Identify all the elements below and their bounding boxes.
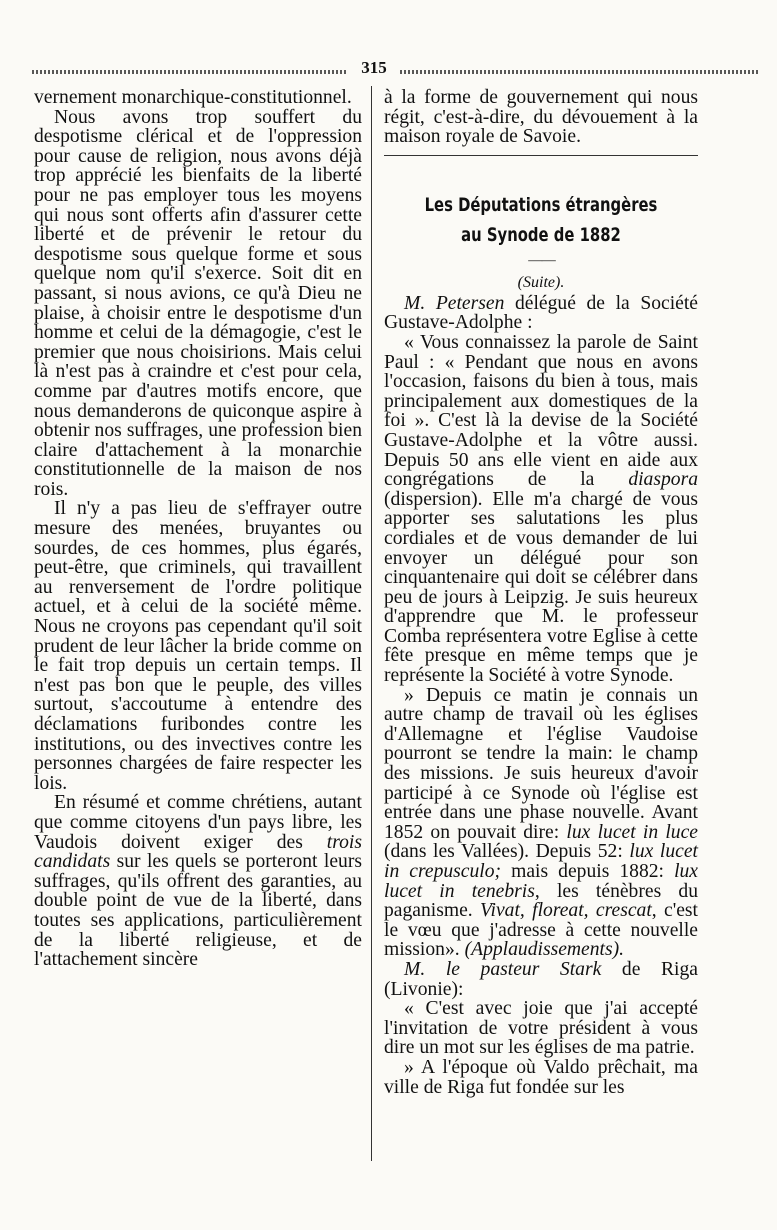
- header-ornament-left: [32, 70, 347, 74]
- emphasis: trois candidats: [34, 831, 362, 873]
- text-run: » Depuis ce matin je connais un autre champ de travail où les églises d'Allemagne et l'église Vaudoise pourront se tendre la main: le champ des missions. Je suis heureux d'avoir participé à ce Synode où l'église est entrée dans une phase nouvelle. Avant 1852 on pouvait dire:: [384, 684, 698, 843]
- section-title-line-2: au Synode de 1882: [461, 223, 621, 246]
- paragraph: [384, 686, 698, 960]
- emphasis: lux lucet in luce: [566, 821, 698, 843]
- header-ornament-right: [400, 70, 759, 74]
- emphasis: diaspora: [628, 469, 698, 491]
- paragraph: » A l'époque où Valdo prêchait, ma ville de Riga fut fondée sur les: [384, 1056, 698, 1098]
- suite-label: (Suite).: [517, 273, 565, 291]
- text-run: , les ténèbres du paganisme.: [384, 880, 698, 922]
- text-run: En résumé et comme chrétiens, autant que comme citoyens d'un pays libre, les Vaudois doivent exiger des: [34, 792, 362, 853]
- paragraph: [384, 294, 698, 333]
- text-run: sur les quels se porteront leurs suffrages, qu'ils offrent des garanties, au double point de vue de la liberté, dans toutes ses applications, particulièrement de la liberté religieuse, et de l'attachement sincère: [34, 851, 362, 971]
- paragraph: [34, 793, 362, 969]
- text-run: , c'est le vœu que j'adresse à cette nouvelle mission».: [384, 900, 698, 961]
- text-run: (dispersion). Elle m'a chargé de vous apporter ses salutations les plus cordiales et de vous demander de lui envoyer un délégué pour son cinquantenaire qui doit se célébrer dans peu de jours à Leipzig. Je suis heureux d'apprendre que M. le professeur Comba représentera votre Eglise à cette fête presque en même temps que je représente la Société à votre Synode.: [384, 488, 698, 687]
- section-divider: [384, 155, 698, 156]
- text-run: (dans les Vallées). Depuis 52:: [384, 841, 630, 863]
- paragraph: Il n'y a pas lieu de s'effrayer outre mesure des menées, bruyantes ou sourdes, de ces hommes, plus égarés, peut-être, que criminels, qui travaillent au renversement de l'ordre politique actuel, et à celui de la société même. Nous ne croyons pas cependant qu'il soit prudent de leur lâcher la bride comme on le fait trop depuis un certain temps. Il n'est pas bon que le peuple, des villes surtout, s'accoutume à entendre des déclamations furibondes contre les institutions, ou des invectives contre les personnes chargées de faire respecter les lois.: [34, 498, 362, 794]
- text-run: mais depuis 1882:: [501, 861, 675, 882]
- paragraph: [384, 960, 698, 999]
- page-header: [32, 58, 759, 80]
- paragraph: vernement monarchique-constitutionnel.: [34, 87, 352, 108]
- speaker-name: M. Petersen: [404, 292, 505, 314]
- emphasis: lux lucet in tenebris: [384, 861, 698, 902]
- left-column: [34, 88, 362, 970]
- paragraph: « C'est avec joie que j'ai accepté l'invitation de votre président à vous dire un mot sur les églises de ma patrie.: [384, 998, 698, 1059]
- text-run: de Riga (Livonie):: [384, 958, 698, 1000]
- right-column: [384, 88, 698, 1097]
- speaker-name: M. le pasteur Stark: [404, 958, 602, 980]
- page-number: 315: [361, 58, 387, 77]
- paragraph: [384, 333, 698, 686]
- section-title-line-1: Les Députations étrangères: [424, 193, 658, 216]
- title-dash: — —: [528, 252, 554, 268]
- text-run: délégué de la Société Gustave-Adolphe :: [384, 292, 698, 334]
- emphasis: (Applaudissements).: [464, 939, 625, 961]
- text-run: « Vous connaissez la parole de Saint Paul : « Pendant que nous en avons l'occasion, faisons du bien à tous, mais principalement aux domestiques de la foi ». C'est là la devise de la Société Gustave-Adolphe et la vôtre aussi. Depuis 50 ans elle vient en aide aux congrégations de la: [384, 331, 698, 491]
- emphasis: Vivat, floreat, crescat: [480, 900, 652, 922]
- paragraph: à la forme de gouvernement qui nous régit, c'est-à-dire, du dévouement à la maison royale de Savoie.: [384, 87, 698, 148]
- emphasis: lux lucet in crepusculo;: [384, 841, 698, 882]
- paragraph: Nous avons trop souffert du despotisme clérical et de l'oppression pour cause de religion, nous avons déjà trop apprécié les bienfaits de la liberté pour ne pas employer tous les moyens qui nous sont offerts afin d'assurer cette liberté et de prévenir le retour du despotisme sous quelque forme et sous quelque nom qu'il s'exerce. Soit dit en passant, si nous avions, ce qu'à Dieu ne plaise, à choisir entre le despotisme d'un homme et celui de la démagogie, c'est le premier que nous choisirions. Mais celui là n'est pas à craindre et c'est pour cela, comme par d'autres motifs encore, que nous demanderons de quiconque aspire à obtenir nos suffrages, une profession bien claire d'attachement à la monarchie constitutionnelle de la maison de nos rois.: [34, 106, 362, 500]
- column-divider: [371, 86, 372, 1161]
